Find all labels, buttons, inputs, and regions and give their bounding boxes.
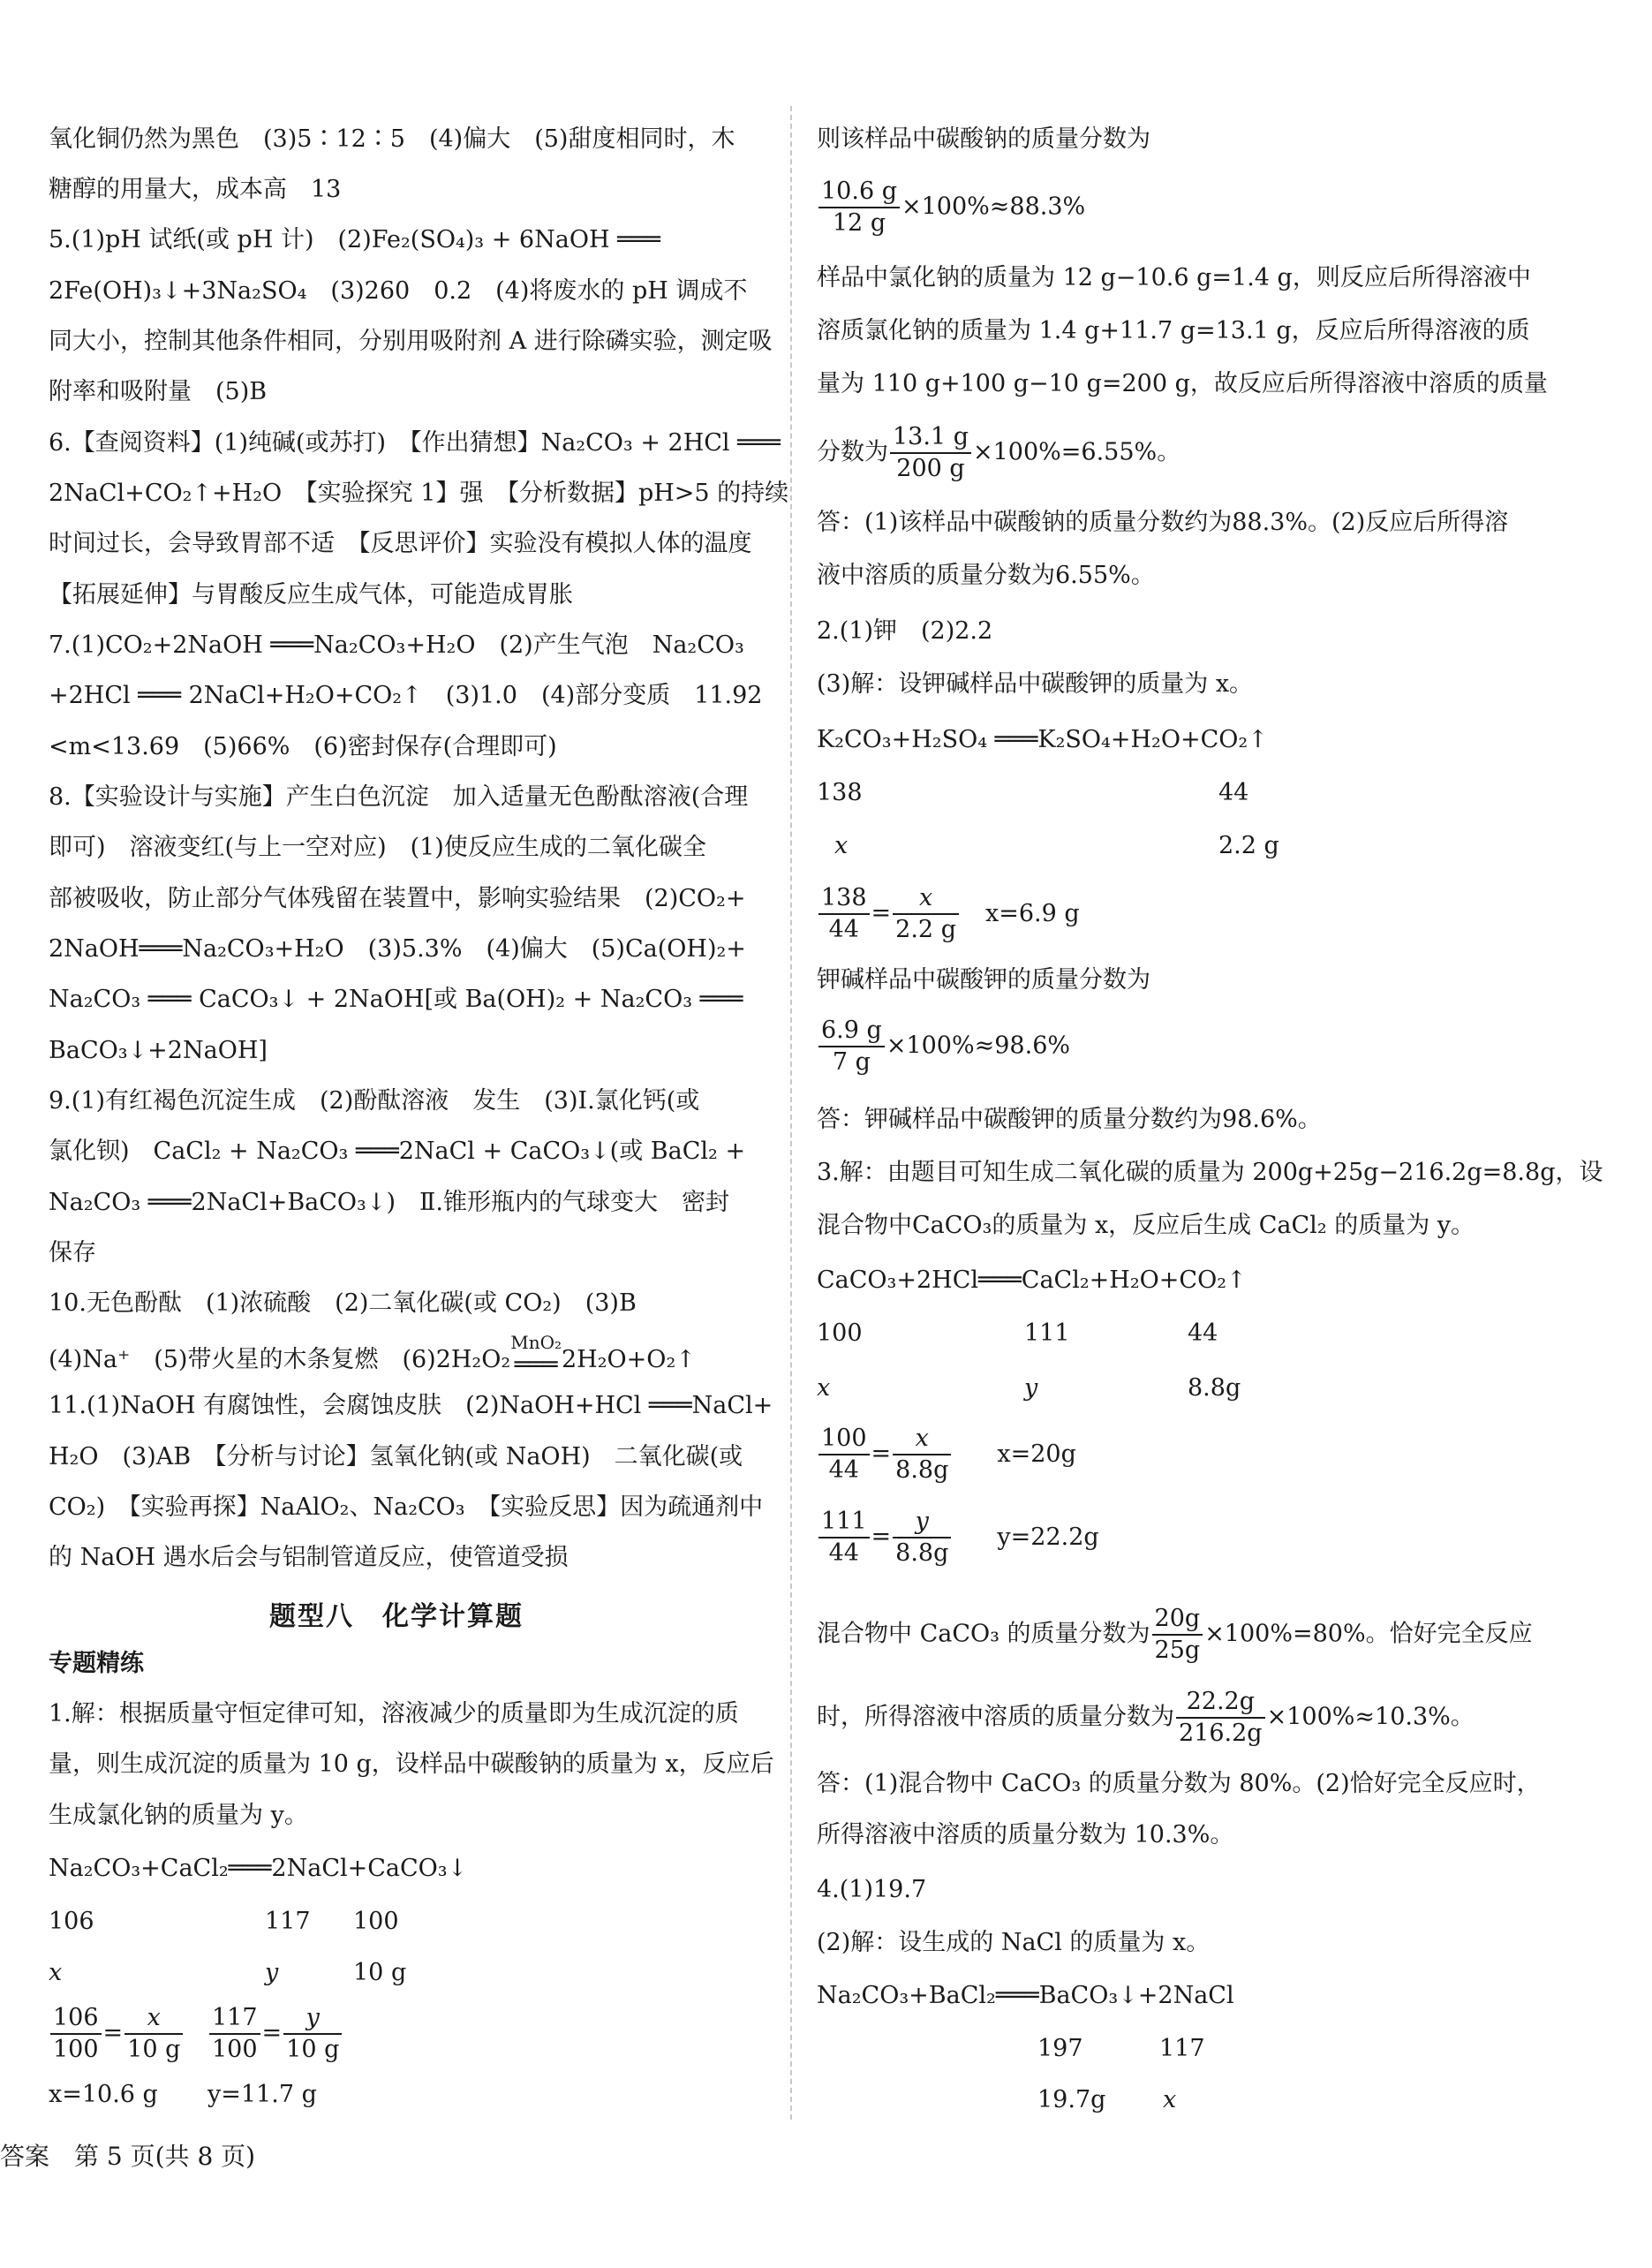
text-line: 答：钾碱样品中碳酸钾的质量分数约为98.6%。	[817, 1106, 1322, 1133]
numerator: 106	[50, 2003, 102, 2035]
text-line: 的 NaOH 遇水后会与铝制管道反应，使管道受损	[49, 1544, 569, 1571]
text-line: 溶质氯化钠的质量为 1.4 g+11.7 g=13.1 g，反应后所得溶液的质	[817, 317, 1530, 344]
molar-mass: 100	[817, 1319, 863, 1347]
text-line: 氯化钡) CaCl₂ + Na₂CO₃ ═══2NaCl + CaCO₃↓(或 BaCl₂ +	[49, 1138, 746, 1165]
column-divider	[790, 106, 792, 2120]
text-line: 2NaCl+CO₂↑+H₂O 【实验探究 1】强 【分析数据】pH>5 的持续	[49, 480, 789, 507]
result: x=20g	[997, 1440, 1076, 1468]
q5-line: 5.(1)pH 试纸(或 pH 计) (2)Fe₂(SO₄)₃ + 6NaOH ═══	[49, 226, 660, 253]
chemical-equation: K₂CO₃+H₂SO₄ ═══K₂SO₄+H₂O+CO₂↑	[817, 726, 1268, 753]
fraction-line	[817, 1687, 1475, 1749]
mass-value: 10 g	[353, 1959, 407, 1986]
equals-sign: =	[102, 2019, 124, 2047]
denominator: 2.2 g	[895, 916, 956, 943]
text-span: 混合物中 CaCO₃ 的质量分数为	[817, 1620, 1150, 1648]
molar-mass: 138	[817, 779, 863, 806]
text-line: 保存	[49, 1239, 96, 1266]
text-line: 【拓展延伸】与胃酸反应生成气体，可能造成胃胀	[49, 581, 573, 609]
molar-mass: 44	[1188, 1319, 1218, 1347]
q2-line: 2.(1)钾 (2)2.2	[817, 617, 993, 645]
proportion	[49, 2003, 185, 2065]
text-line: Na₂CO₃ ═══2NaCl+BaCO₃↓) Ⅱ.锥形瓶内的气球变大 密封	[49, 1189, 729, 1216]
result: y=22.2g	[997, 1523, 1099, 1551]
equals-sign: ═══	[514, 1351, 558, 1379]
text-line: 量，则生成沉淀的质量为 10 g，设样品中碳酸钠的质量为 x，反应后	[49, 1750, 774, 1778]
mass-value: 2.2 g	[1218, 832, 1279, 859]
numerator: y	[283, 2003, 342, 2035]
chemical-equation: Na₂CO₃+CaCl₂═══2NaCl+CaCO₃↓	[49, 1855, 468, 1882]
result: x=6.9 g	[984, 899, 1080, 927]
denominator: 44	[828, 916, 859, 943]
text-line: 答：(1)该样品中碳酸钠的质量分数约为88.3%。(2)反应后所得溶	[817, 509, 1509, 536]
text-span: ×100%≈88.3%	[901, 193, 1086, 221]
text-span: 2H₂O+O₂↑	[562, 1346, 696, 1373]
fraction	[818, 883, 870, 945]
equals-sign: =	[871, 899, 892, 927]
text-span: ×100%≈10.3%。	[1266, 1703, 1475, 1731]
q10-line: 10.无色酚酞 (1)浓硫酸 (2)二氧化碳(或 CO₂) (3)B	[49, 1289, 637, 1317]
chemical-equation: Na₂CO₃+BaCl₂═══BaCO₃↓+2NaCl	[817, 1982, 1234, 2009]
text-line: 钾碱样品中碳酸钾的质量分数为	[817, 966, 1150, 994]
text-span: ×100%≈98.6%	[886, 1032, 1071, 1060]
molar-mass: 117	[265, 1908, 311, 1935]
fraction-line	[817, 1604, 1533, 1666]
numerator: 20g	[1152, 1604, 1203, 1636]
text-line: (2)解：设生成的 NaCl 的质量为 x。	[817, 1929, 1211, 1956]
fraction-line	[817, 177, 1085, 238]
proportion	[817, 1507, 1099, 1569]
numerator: x	[893, 883, 959, 915]
denominator: 10 g	[286, 2036, 340, 2063]
text-line: 时间过长，会导致胃部不适 【反思评价】实验没有模拟人体的温度	[49, 530, 752, 557]
denominator: 216.2g	[1179, 1720, 1263, 1747]
text-line: 糖醇的用量大，成本高 13	[49, 176, 342, 203]
text-line: 2Fe(OH)₃↓+3Na₂SO₄ (3)260 0.2 (4)将废水的 pH 调成不	[49, 277, 748, 305]
fraction	[818, 1424, 870, 1486]
text-line: 液中溶质的质量分数为6.55%。	[817, 562, 1155, 589]
page-footer: 答案 第 5 页(共 8 页)	[0, 2142, 256, 2171]
denominator: 25g	[1154, 1637, 1201, 1664]
q7-line: 7.(1)CO₂+2NaOH ═══Na₂CO₃+H₂O (2)产生气泡 Na₂CO₃	[49, 631, 744, 659]
molar-mass: 117	[1159, 2035, 1205, 2062]
numerator: 111	[818, 1507, 870, 1538]
fraction	[893, 1507, 951, 1569]
proportion	[817, 1424, 1076, 1486]
fraction	[818, 1016, 885, 1077]
numerator: x	[893, 1424, 951, 1455]
equals-sign: =	[871, 1440, 892, 1468]
text-span: ×100%=80%。恰好完全反应	[1204, 1620, 1533, 1648]
mass-value: 8.8g	[1188, 1374, 1241, 1402]
text-line: 2NaOH═══Na₂CO₃+H₂O (3)5.3% (4)偏大 (5)Ca(OH)₂+	[49, 935, 746, 963]
variable: x	[1163, 2086, 1177, 2113]
text-line: BaCO₃↓+2NaOH]	[49, 1037, 268, 1064]
fraction	[124, 2003, 183, 2065]
fraction	[283, 2003, 342, 2065]
q10-equation-line	[49, 1332, 696, 1378]
text-span: 时，所得溶液中溶质的质量分数为	[817, 1703, 1174, 1731]
numerator: 138	[818, 883, 870, 915]
q4-line: 4.(1)19.7	[817, 1876, 927, 1903]
text-line: (3)解：设钾碱样品中碳酸钾的质量为 x。	[817, 670, 1254, 698]
variable: y	[1024, 1374, 1038, 1402]
text-line: Na₂CO₃ ═══ CaCO₃↓ + 2NaOH[或 Ba(OH)₂ + Na₂CO₃ ═══	[49, 986, 743, 1013]
text-line: 量为 110 g+100 g−10 g=200 g，故反应后所得溶液中溶质的质量	[817, 370, 1548, 397]
numerator: x	[124, 2003, 183, 2035]
molar-mass: 111	[1024, 1319, 1070, 1347]
denominator: 100	[53, 2036, 99, 2063]
text-line: 混合物中CaCO₃的质量为 x，反应后生成 CaCl₂ 的质量为 y。	[817, 1212, 1475, 1239]
text-line: H₂O (3)AB 【分析与讨论】氢氧化钠(或 NaOH) 二氧化碳(或	[49, 1443, 743, 1470]
denominator: 10 g	[127, 2036, 181, 2063]
variable: x	[834, 832, 849, 859]
text-line: 所得溶液中溶质的质量分数为 10.3%。	[817, 1821, 1234, 1848]
text-line: 生成氯化钠的质量为 y。	[49, 1802, 308, 1829]
numerator: 13.1 g	[890, 422, 971, 454]
equals-sign: =	[871, 1523, 892, 1551]
molar-mass: 44	[1218, 779, 1249, 806]
text-line: +2HCl ═══ 2NaCl+H₂O+CO₂↑ (3)1.0 (4)部分变质 11.92	[49, 682, 763, 709]
denominator: 12 g	[832, 209, 886, 237]
denominator: 8.8g	[895, 1456, 949, 1484]
text-line: 则该样品中碳酸钠的质量分数为	[817, 125, 1150, 153]
text-line: 1.解：根据质量守恒定律可知，溶液减少的质量即为生成沉淀的质	[49, 1700, 739, 1727]
denominator: 100	[212, 2036, 258, 2063]
numerator: 22.2g	[1176, 1687, 1265, 1719]
equals-sign: =	[261, 2019, 283, 2047]
denominator: 200 g	[896, 455, 965, 482]
fraction	[209, 2003, 260, 2065]
result: y=11.7 g	[207, 2081, 317, 2108]
text-line: 答：(1)混合物中 CaCO₃ 的质量分数为 80%。(2)恰好完全反应时，	[817, 1770, 1541, 1797]
numerator: 10.6 g	[818, 177, 900, 208]
molar-mass: 197	[1037, 2035, 1083, 2062]
text-line: <m<13.69 (5)66% (6)密封保存(合理即可)	[49, 733, 557, 760]
chemical-equation: CaCO₃+2HCl═══CaCl₂+H₂O+CO₂↑	[817, 1266, 1247, 1294]
denominator: 44	[828, 1456, 859, 1484]
text-line: CO₂) 【实验再探】NaAlO₂、Na₂CO₃ 【实验反思】因为疏通剂中	[49, 1493, 764, 1521]
q8-line: 8.【实验设计与实施】产生白色沉淀 加入适量无色酚酞溶液(合理	[49, 783, 749, 811]
catalyst-label: MnO₂	[510, 1332, 562, 1353]
proportion	[817, 883, 1080, 945]
proportion	[207, 2003, 343, 2065]
subsection-heading: 专题精练	[49, 1650, 144, 1677]
molar-mass: 106	[49, 1908, 94, 1935]
numerator: 117	[209, 2003, 260, 2035]
q11-line: 11.(1)NaOH 有腐蚀性，会腐蚀皮肤 (2)NaOH+HCl ═══NaCl+	[49, 1392, 773, 1419]
fraction-line	[817, 422, 1181, 484]
text-span: 分数为	[817, 438, 888, 466]
q3-line: 3.解：由题目可知生成二氧化碳的质量为 200g+25g−216.2g=8.8g，设	[817, 1159, 1603, 1186]
variable: x	[817, 1374, 831, 1402]
fraction	[1176, 1687, 1265, 1749]
text-line: 部被吸收，防止部分气体残留在装置中，影响实验结果 (2)CO₂+	[49, 885, 746, 912]
mass-value: 19.7g	[1037, 2086, 1106, 2113]
fraction	[1152, 1604, 1203, 1666]
fraction	[818, 1507, 870, 1569]
fraction	[50, 2003, 102, 2065]
denominator: 44	[828, 1539, 859, 1567]
numerator: 6.9 g	[818, 1016, 885, 1047]
denominator: 7 g	[832, 1048, 871, 1076]
text-line: 即可) 溶液变红(与上一空对应) (1)使反应生成的二氧化碳全	[49, 834, 706, 861]
numerator: y	[893, 1507, 951, 1538]
text-span: (4)Na⁺ (5)带火星的木条复燃 (6)2H₂O₂	[49, 1346, 511, 1373]
text-line: 样品中氯化钠的质量为 12 g−10.6 g=1.4 g，则反应后所得溶液中	[817, 264, 1531, 291]
result: x=10.6 g	[49, 2081, 158, 2108]
variable: x	[49, 1959, 63, 1986]
fraction-line	[817, 1016, 1070, 1077]
fraction	[893, 1424, 951, 1486]
text-span: ×100%=6.55%。	[972, 438, 1181, 466]
numerator: 100	[818, 1424, 870, 1455]
text-line: 氧化铜仍然为黑色 (3)5∶12∶5 (4)偏大 (5)甜度相同时，木	[49, 125, 735, 153]
section-title: 题型八 化学计算题	[269, 1601, 524, 1632]
q9-line: 9.(1)有红褐色沉淀生成 (2)酚酞溶液 发生 (3)Ⅰ.氯化钙(或	[49, 1087, 700, 1115]
text-line: 附率和吸附量 (5)B	[49, 378, 268, 405]
catalyst-equals	[510, 1332, 562, 1378]
text-line: 同大小，控制其他条件相同，分别用吸附剂 A 进行除磷实验，测定吸	[49, 328, 773, 355]
fraction	[890, 422, 971, 484]
q6-line: 6.【查阅资料】(1)纯碱(或苏打) 【作出猜想】Na₂CO₃ + 2HCl ═══	[49, 429, 781, 457]
fraction	[893, 883, 959, 945]
denominator: 8.8g	[895, 1539, 949, 1567]
variable: y	[265, 1959, 279, 1986]
molar-mass: 100	[353, 1908, 399, 1935]
fraction	[818, 177, 900, 238]
